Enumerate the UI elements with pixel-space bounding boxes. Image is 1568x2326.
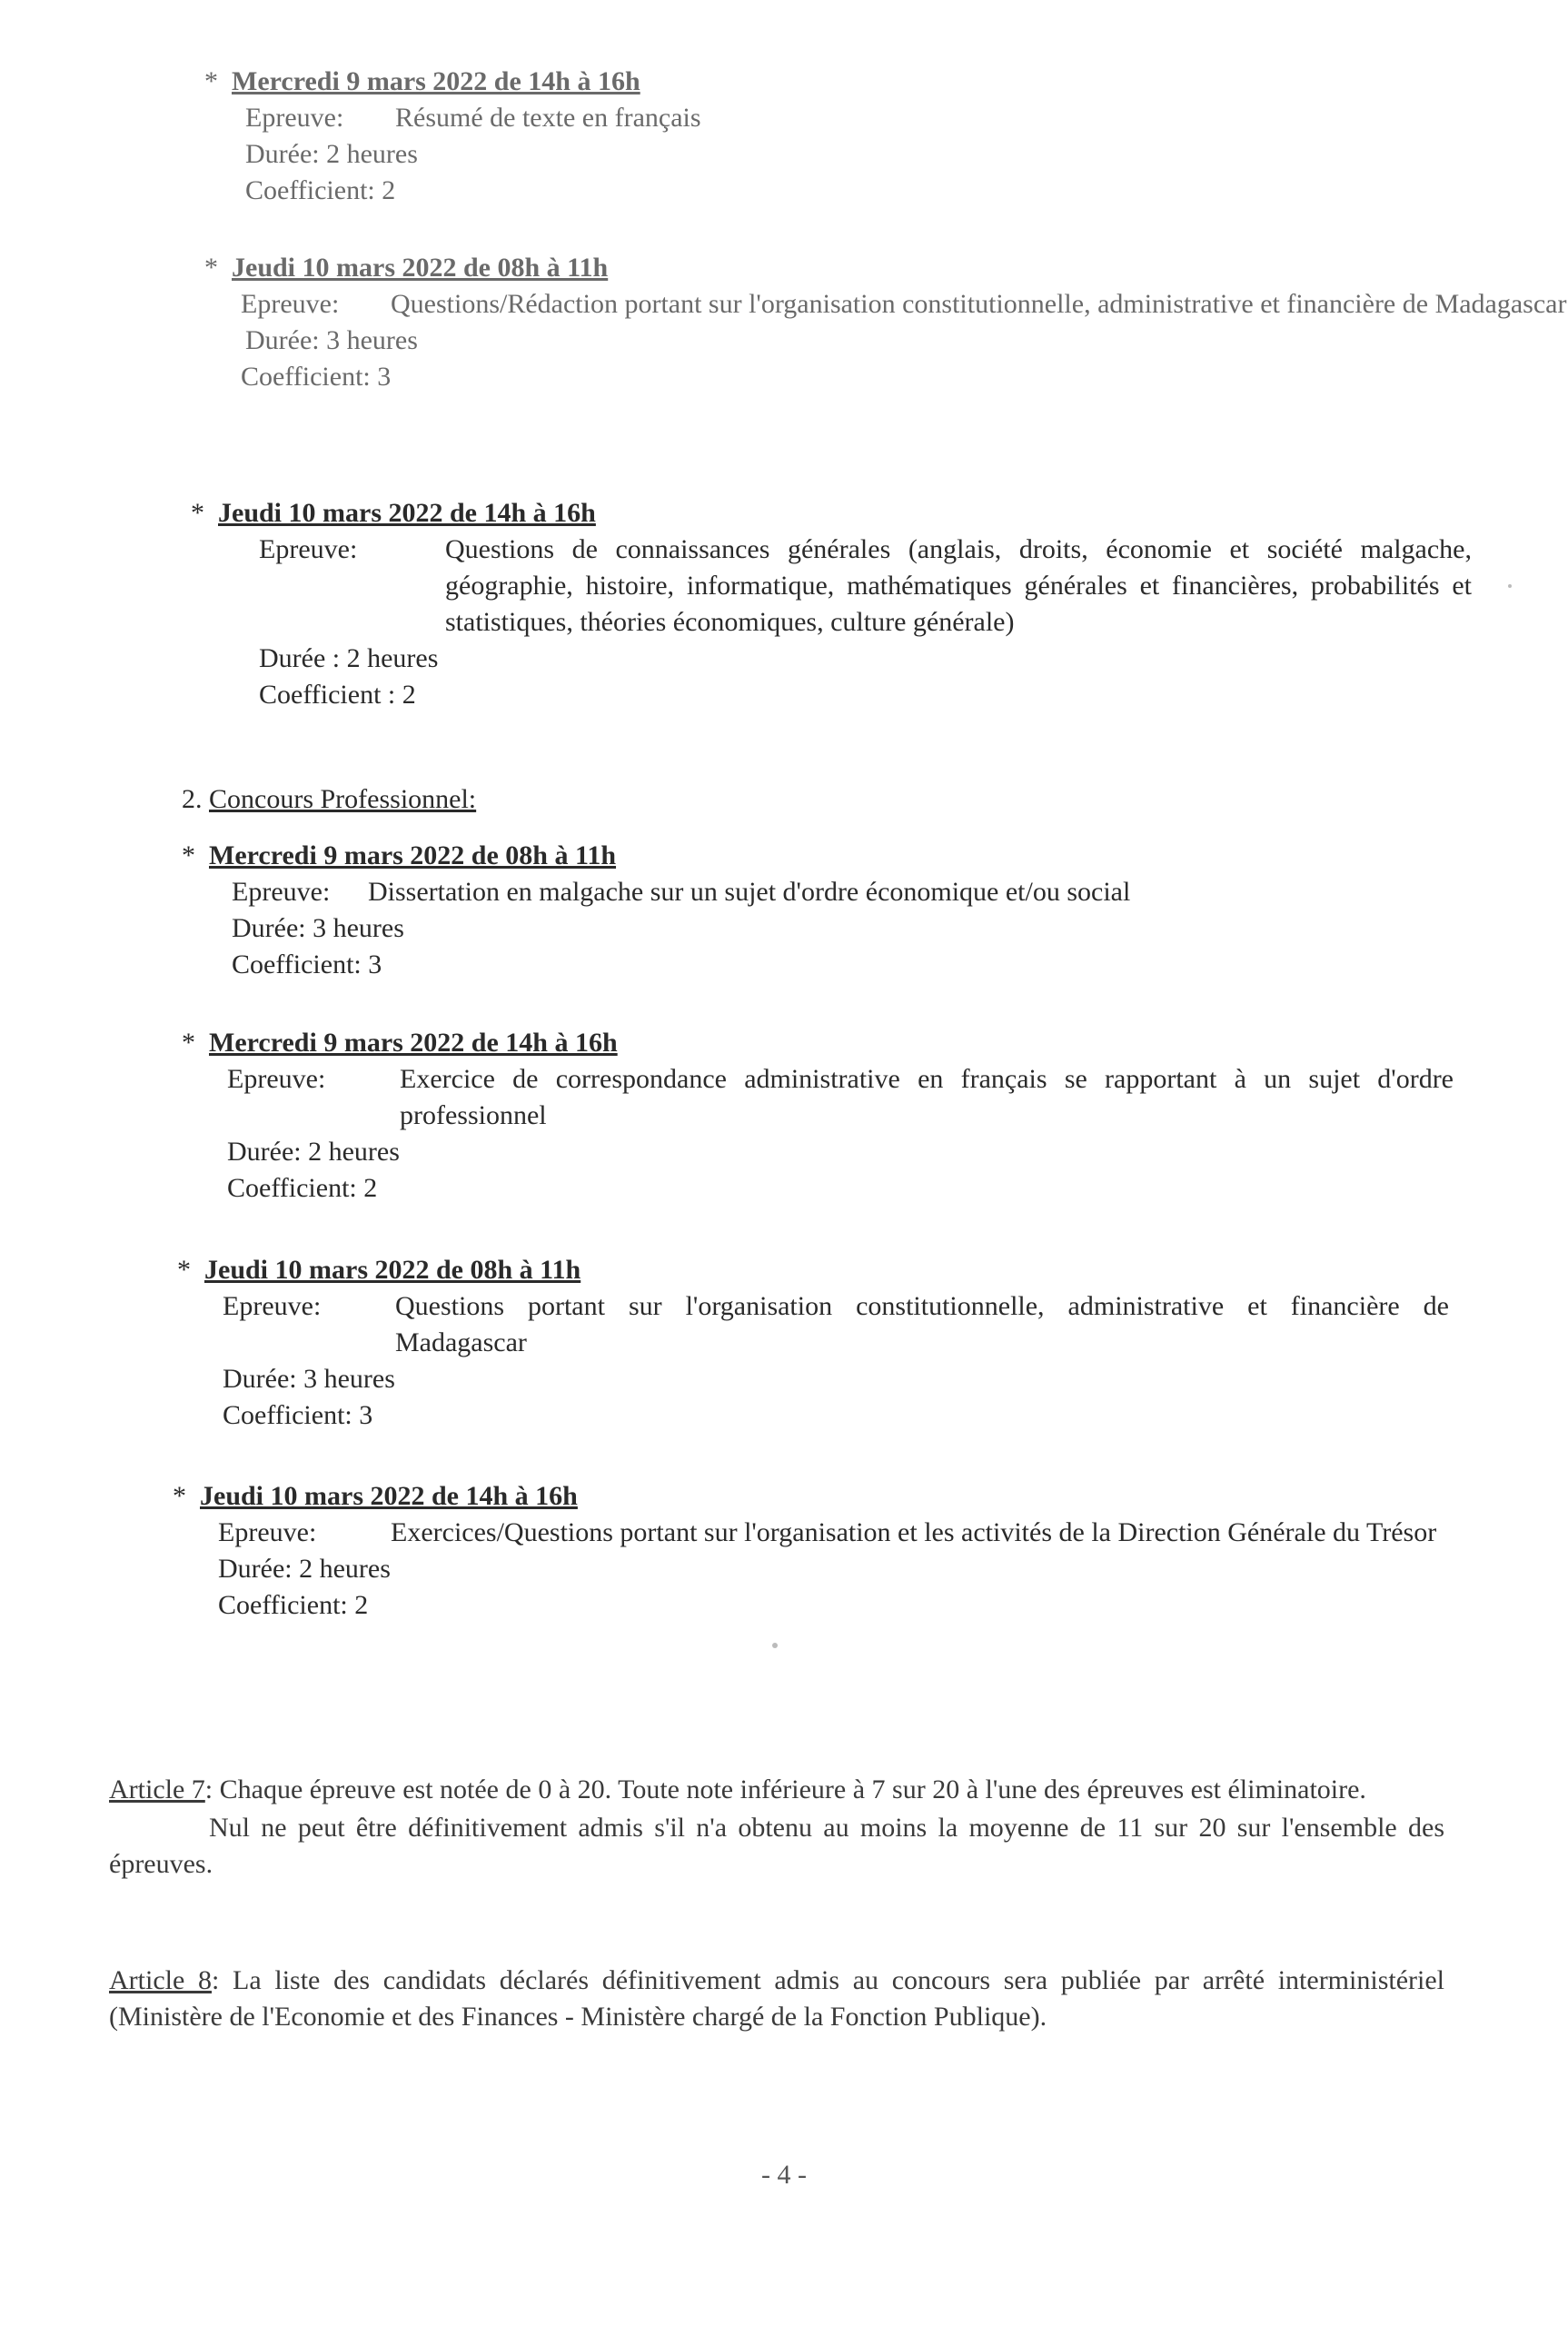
entry-coefficient: Coefficient: 3 [223,1400,373,1430]
page-number: - 4 - [761,2160,807,2190]
entry-epreuve: Epreuve: Questions portant sur l'organisation constitutionnelle, administrative et financière de Madagascar [223,1291,1449,1357]
scan-speck [772,1643,778,1648]
schedule-entry [204,250,1567,395]
entry-epreuve: Epreuve: Exercices/Questions portant sur l'organisation et les activités de la Direction Générale du Trésor [218,1517,1437,1547]
entry-date: * Jeudi 10 mars 2022 de 08h à 11h [204,253,609,283]
entry-epreuve: Epreuve: Exercice de correspondance administrative en français se rapportant à un sujet d'ordre professionnel [227,1064,1454,1130]
article-7-body: Article 7: Chaque épreuve est notée de 0 à 20. Toute note inférieure à 7 sur 20 à l'une des épreuves est éliminatoire. [109,1774,1366,1804]
entry-coefficient: Coefficient: 2 [218,1590,369,1620]
entry-duree: Durée: 3 heures [232,913,404,943]
article-7-paragraph-2: Nul ne peut être définitivement admis s'il n'a obtenu au moins la moyenne de 11 sur 20 sur l'ensemble des épreuves. [109,1813,1444,1879]
article-8-label: Article 8 [109,1965,212,1995]
entry-date: * Mercredi 9 mars 2022 de 14h à 16h [182,1028,618,1058]
schedule-entry [182,838,1454,983]
entry-date: * Jeudi 10 mars 2022 de 14h à 16h [173,1481,578,1511]
entry-coefficient: Coefficient: 2 [227,1173,378,1203]
article-7 [109,1772,1444,1883]
entry-epreuve: Epreuve: Résumé de texte en français [245,103,701,133]
entry-date: * Mercredi 9 mars 2022 de 08h à 11h [182,840,617,870]
entry-duree: Durée: 2 heures [218,1554,391,1584]
schedule-entry [182,1025,1454,1207]
entry-duree: Durée: 3 heures [223,1364,395,1394]
article-7-label: Article 7 [109,1774,205,1804]
entry-date: * Mercredi 9 mars 2022 de 14h à 16h [204,66,640,96]
entry-coefficient: Coefficient: 3 [232,949,382,979]
section-heading: 2. Concours Professionnel: [182,784,477,814]
entry-epreuve: Epreuve: Questions/Rédaction portant sur l'organisation constitutionnelle, administrative et financière de Madagascar [241,289,1567,319]
entry-epreuve: Epreuve: Dissertation en malgache sur un sujet d'ordre économique et/ou social [232,877,1131,907]
entry-coefficient: Coefficient : 2 [259,680,416,710]
scan-speck [1508,584,1512,588]
entry-duree: Durée: 3 heures [245,325,418,355]
entry-date: * Jeudi 10 mars 2022 de 14h à 16h [191,498,596,528]
entry-duree: Durée: 2 heures [245,139,418,169]
entry-coefficient: Coefficient: 2 [245,175,396,205]
schedule-entry [191,495,1472,713]
schedule-entry [177,1252,1449,1434]
entry-coefficient: Coefficient: 3 [241,362,392,392]
entry-date: * Jeudi 10 mars 2022 de 08h à 11h [177,1255,581,1285]
schedule-entry [204,64,1476,209]
article-8-body: : La liste des candidats déclarés définitivement admis au concours sera publiée par arrêté interministériel (Ministère de l'Economie et des Finances - Ministère chargé de la Fonction Publique). [109,1965,1444,2032]
entry-duree: Durée : 2 heures [259,643,439,673]
entry-epreuve: Epreuve: Questions de connaissances générales (anglais, droits, économie et société malgache, géographie, histoire, informatique, mathématiques générales et financières, probabilités et statistiques, théories économiques, culture générale) [259,534,1472,637]
article-8 [109,1963,1444,2035]
entry-duree: Durée: 2 heures [227,1137,400,1167]
schedule-entry [173,1478,1444,1624]
